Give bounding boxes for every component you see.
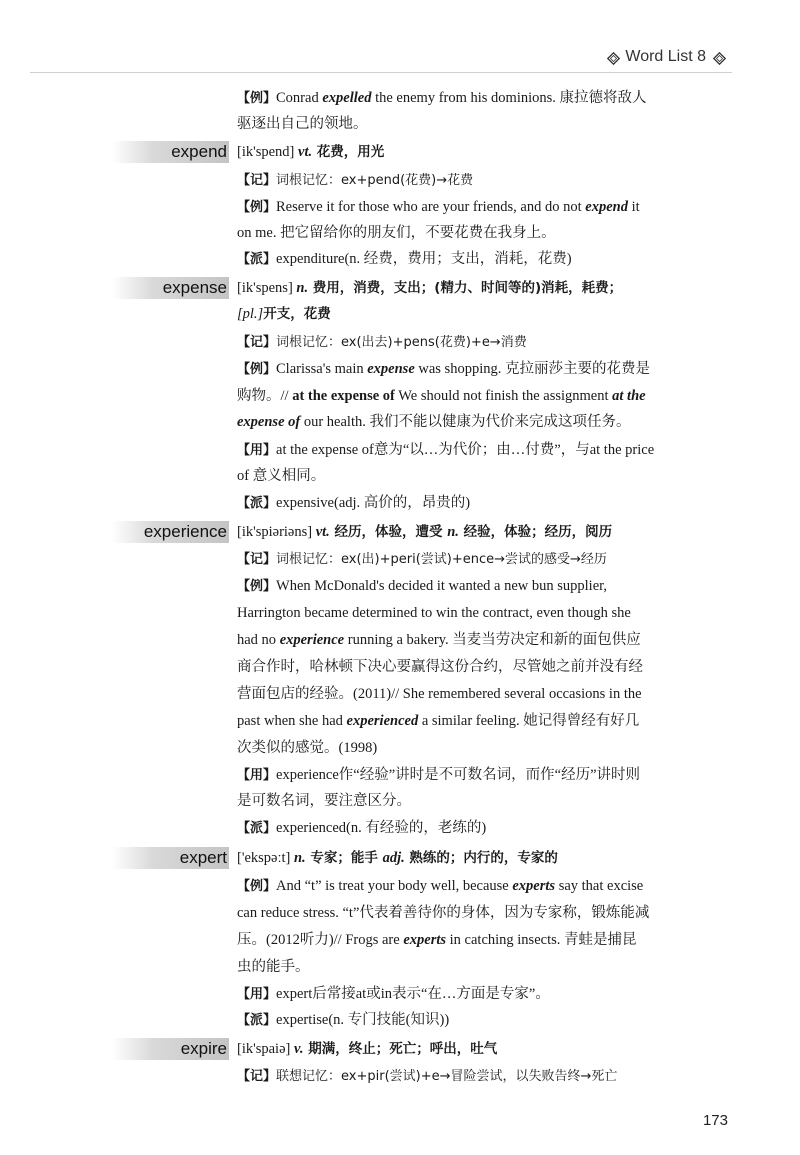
expend-derivative: 【派】expenditure(n. 经费，费用；支出，消耗，花费) — [237, 251, 572, 267]
expense-definition-line2: [pl.]开支，花费 — [237, 306, 331, 322]
expense-example-line1: 【例】Clarissa's main expense was shopping. 克拉丽莎主要的花费是 — [237, 361, 650, 377]
experience-example-line3: had no experience running a bakery. 当麦当劳决定和新的面包供应 — [237, 632, 641, 648]
experience-example-line1: 【例】When McDonald's decided it wanted a new bun supplier, — [237, 578, 608, 594]
expert-example-line2: can reduce stress. “t”代表着善待你的身体，因为专家称，锻炼能减 — [237, 905, 650, 921]
experience-usage-line2: 是可数名词，要注意区分。 — [237, 793, 411, 809]
experience-example-line4: 商合作时，哈林顿下决心要赢得这份合约，尽管她之前并没有经 — [237, 659, 643, 675]
running-header — [607, 48, 724, 66]
expend-definition: [ik'spend] vt. 花费，用光 — [237, 144, 385, 160]
expense-memory: 【记】词根记忆：ex(出去)+pens(花费)+e→消费 — [237, 335, 527, 350]
expense-example-line3: expense of our health. 我们不能以健康为代价来完成这项任务。 — [237, 414, 631, 430]
expense-usage-line1: 【用】at the expense of意为“以…为代价；由…付费”，与at the price — [237, 442, 655, 458]
header-title: Word List 8 — [625, 48, 706, 65]
expert-example-line1: 【例】And “t” is treat your body well, because experts say that excise — [237, 878, 644, 894]
expert-derivative: 【派】expertise(n. 专门技能(知识)) — [237, 1012, 450, 1028]
experience-example-line7: 次类似的感觉。(1998) — [237, 740, 378, 756]
headword-expire: expire — [112, 1038, 229, 1060]
headword-expense: expense — [112, 277, 229, 299]
header-rule — [30, 72, 732, 73]
intro-example-line1: 【例】Conrad expelled the enemy from his dominions. 康拉德将敌人 — [237, 90, 647, 106]
experience-example-line6: past when she had experienced a similar feeling. 她记得曾经有好几 — [237, 713, 640, 729]
experience-usage-line1: 【用】experience作“经验”讲时是不可数名词，而作“经历”讲时则 — [237, 767, 641, 783]
experience-example-line5: 营面包店的经验。(2011)// She remembered several occasions in the — [237, 686, 642, 702]
experience-memory: 【记】词根记忆：ex(出)+peri(尝试)+ence→尝试的感受→经历 — [237, 552, 607, 567]
intro-example-line2: 驱逐出自己的领地。 — [237, 116, 368, 132]
expense-derivative: 【派】expensive(adj. 高价的，昂贵的) — [237, 495, 471, 511]
expense-example-line2: 购物。// at the expense of We should not finish the assignment at the — [237, 388, 646, 404]
page-number: 173 — [702, 1112, 728, 1129]
expend-example-line2: on me. 把它留给你的朋友们，不要花费在我身上。 — [237, 225, 556, 241]
experience-example-line2: Harrington became determined to win the contract, even though she — [237, 605, 631, 621]
headword-experience: experience — [112, 521, 229, 543]
expert-example-line3: 压。(2012听力)// Frogs are experts in catching insects. 青蛙是捕昆 — [237, 932, 637, 948]
expend-example-line1: 【例】Reserve it for those who are your friends, and do not expend it — [237, 199, 640, 215]
headword-expend: expend — [112, 141, 229, 163]
expert-definition: ['ekspəːt] n. 专家；能手 adj. 熟练的；内行的，专家的 — [237, 850, 558, 866]
expense-definition-line1: [ik'spens] n. 费用，消费，支出；(精力、时间等的)消耗，耗费； — [237, 280, 623, 296]
expire-definition: [ik'spaiə] v. 期满，终止；死亡；呼出，吐气 — [237, 1041, 498, 1057]
experience-definition: [ik'spiəriəns] vt. 经历，体验，遭受 n. 经验，体验；经历，阅历 — [237, 524, 613, 540]
expert-example-line4: 虫的能手。 — [237, 959, 310, 975]
expend-memory: 【记】词根记忆：ex+pend(花费)→花费 — [237, 173, 474, 188]
headword-expert: expert — [112, 847, 229, 869]
expire-memory: 【记】联想记忆：ex+pir(尝试)+e→冒险尝试，以失败告终→死亡 — [237, 1069, 618, 1084]
expense-usage-line2: of 意义相同。 — [237, 468, 326, 484]
diamond-left-icon — [607, 52, 618, 63]
diamond-right-icon — [713, 52, 724, 63]
expert-usage: 【用】expert后常接at或in表示“在…方面是专家”。 — [237, 986, 550, 1002]
experience-derivative: 【派】experienced(n. 有经验的，老练的) — [237, 820, 487, 836]
